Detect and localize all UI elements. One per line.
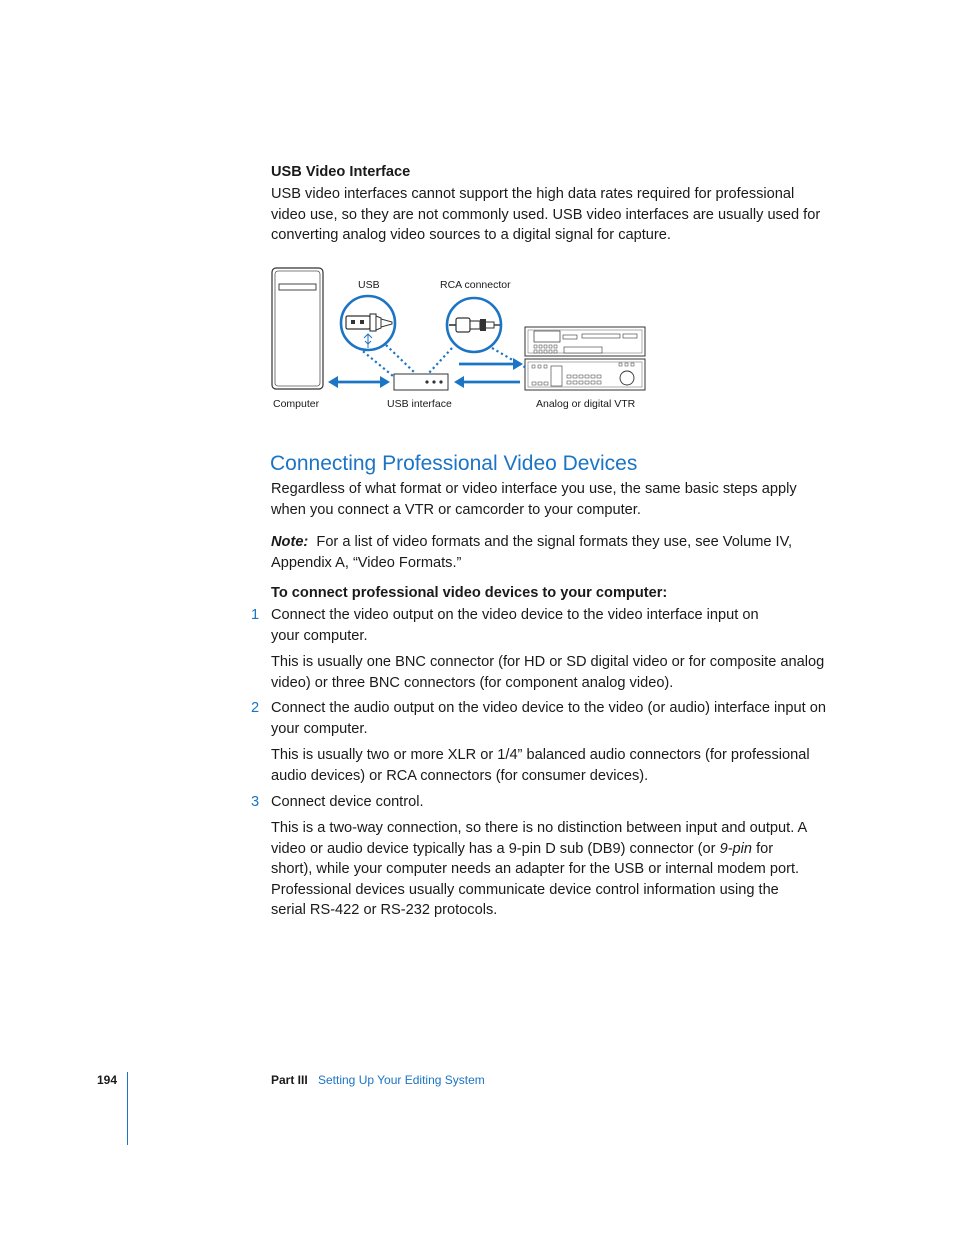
diagram-label-rca: RCA connector (440, 279, 511, 291)
note-paragraph (271, 532, 831, 573)
step-number: 2 (251, 700, 260, 716)
step-detail: This is usually one BNC connector (for HD or SD digital video or for composite analog video) or three BNC connectors (for component analog video). (271, 654, 825, 691)
page-number: 194 (97, 1073, 118, 1087)
rca-connector-icon (447, 298, 501, 352)
step-text: Connect the video output on the video device to the video interface input on your computer. (271, 607, 759, 644)
step-text: Connect device control. (271, 794, 424, 810)
step-text: Connect the audio output on the video device to the video (or audio) interface input on your computer. (271, 700, 826, 737)
usb-connection-diagram (266, 262, 656, 422)
section-heading-usb: USB Video Interface (271, 164, 411, 180)
computer-tower-icon (272, 268, 323, 389)
diagram-label-computer: Computer (273, 398, 320, 410)
footer-divider (127, 1072, 128, 1145)
footer-part-label: Part III (271, 1073, 308, 1087)
step-number: 1 (251, 607, 260, 623)
step-detail (271, 818, 816, 921)
footer-part-title: Setting Up Your Editing System (318, 1073, 485, 1087)
diagram-label-usb-interface: USB interface (387, 398, 452, 410)
task-heading: To connect professional video devices to your computer: (271, 585, 668, 601)
step-number: 3 (251, 794, 260, 810)
step-detail-emphasis: 9-pin (719, 840, 753, 857)
section-heading-connecting: Connecting Professional Video Devices (270, 452, 638, 475)
usb-interface-box-icon (394, 374, 448, 390)
step-detail: This is usually two or more XLR or 1/4” balanced audio connectors (for professional audio devices) or RCA connectors (for consumer devices). (271, 747, 810, 784)
diagram-label-vtr: Analog or digital VTR (536, 398, 636, 410)
note-text: For a list of video formats and the signal formats they use, see Volume IV, Appendix A, “Video Formats.” (271, 534, 793, 571)
intro-paragraph: Regardless of what format or video interface you use, the same basic steps apply when you connect a VTR or camcorder to your computer. (271, 481, 797, 518)
callout-leaders (359, 345, 528, 376)
usb-paragraph: USB video interfaces cannot support the high data rates required for professional video use, so they are not commonly used. USB video interfaces are usually used for converting analog video sources to a digital signal for capture. (271, 186, 821, 243)
step-detail-part: This is a two-way connection, so there is no distinction between input and output. A video or audio device typically has a 9-pin D sub (DB9) connector (or (271, 820, 807, 857)
step-detail-part: for short), while your computer needs an adapter for the USB or internal modem port. Professional devices usually communicate device control information using the serial RS-422 or RS-232 protocols. (271, 840, 800, 918)
diagram-label-usb: USB (358, 279, 380, 291)
note-label: Note: (271, 534, 309, 550)
vtr-deck-bottom-icon (525, 359, 645, 390)
vtr-deck-top-icon (525, 327, 645, 356)
usb-plug-icon (341, 296, 395, 350)
